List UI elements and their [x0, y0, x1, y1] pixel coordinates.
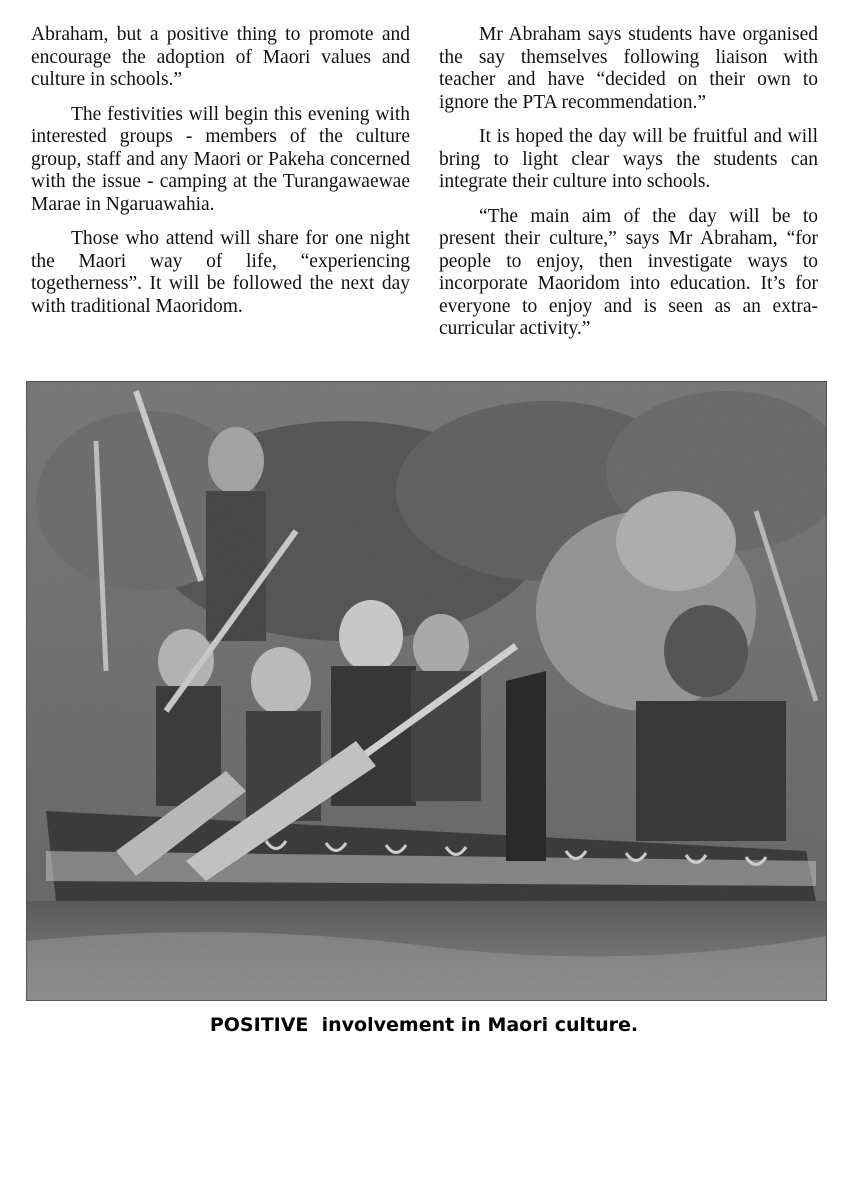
photo-caption: POSITIVE involvement in Maori culture.	[209, 1014, 639, 1036]
paragraph-continuation: Abraham, but a positive thing to promote and encourage the adoption of Maori values and culture in schools.”	[31, 24, 410, 90]
waka-paddlers-photo-icon	[26, 381, 827, 1001]
article-right-column	[439, 24, 818, 353]
paragraph-festivities: The festivities will begin this evening with interested groups - members of the culture group, staff and any Maori or Pakeha concerned with the issue - camping at the Turangawaewae Marae in Ngaruawahia.	[31, 103, 410, 215]
paragraph-way-of-life: Those who attend will share for one night the Maori way of life, “experiencing togetherness”. It will be followed the next day with traditional Maoridom.	[31, 228, 410, 317]
paragraph-fruitful-day: It is hoped the day will be fruitful and will bring to light clear ways the students can integrate their culture into schools.	[439, 126, 818, 192]
paragraph-students-organised: Mr Abraham says students have organised the say themselves following liaison with teacher and have “decided on their own to ignore the PTA recommendation.”	[439, 24, 818, 113]
newspaper-photo	[26, 381, 827, 1001]
article-left-column	[31, 24, 410, 330]
paragraph-main-aim: “The main aim of the day will be to present their culture,” says Mr Abraham, “for people to enjoy, then investigate ways to incorporate Maoridom into education. It’s for everyone to enjoy and is seen as an extra-curricular activity.”	[439, 205, 818, 339]
